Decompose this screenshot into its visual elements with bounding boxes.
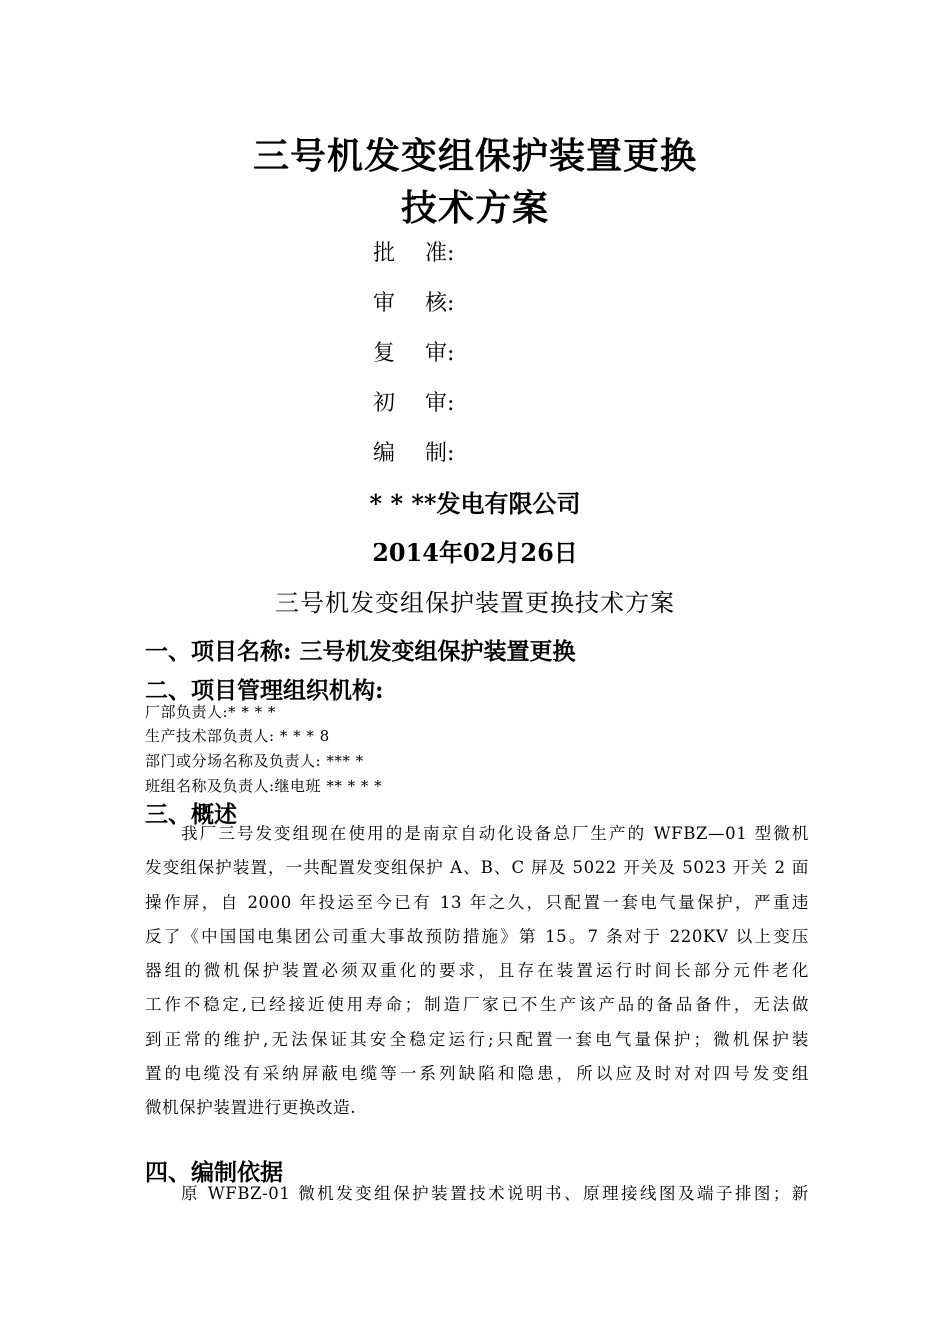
- signature-recheck-char2: 审:: [425, 341, 455, 366]
- section-3-heading: 三、概述: [145, 801, 237, 828]
- overview-line: 到正常的维护,无法保证其安全稳定运行;只配置一套电气量保护；微机保护装: [145, 1029, 809, 1049]
- company-name: * * **发电有限公司: [369, 489, 581, 518]
- signature-first-review-char1: 初: [373, 391, 396, 416]
- org-team-head: 班组名称及负责人:继电班 ** * * *: [145, 777, 383, 795]
- doc-title: 三号机发变组保护装置更换技术方案: [275, 589, 675, 617]
- signature-review-char1: 审: [373, 291, 396, 316]
- signature-author: [373, 436, 454, 467]
- document-title-line1: 三号机发变组保护装置更换: [252, 135, 697, 177]
- signature-review-char2: 核:: [425, 291, 455, 316]
- overview-line: 微机保护装置进行更换改造.: [145, 1098, 357, 1118]
- basis-line: 原 WFBZ-01 微机发变组保护装置技术说明书、原理接线图及端子排图；新: [181, 1184, 809, 1203]
- overview-line: 置的电缆没有采纳屏蔽电缆等一系列缺陷和隐患，所以应及时对对四号发变组: [145, 1064, 809, 1084]
- overview-line: 反了《中国国电集团公司重大事故预防措施》第 15。7 条对于 220KV 以上变压: [145, 926, 809, 946]
- document-date: 2014年02月26日: [372, 538, 578, 567]
- section-2-heading: 二、项目管理组织机构:: [145, 677, 384, 704]
- overview-line: 操作屏，自 2000 年投运至今已有 13 年之久，只配置一套电气量保护，严重违: [145, 892, 809, 912]
- signature-first-review-char2: 审:: [425, 391, 455, 416]
- signature-approve: [373, 236, 454, 267]
- signature-recheck: [373, 336, 454, 367]
- org-factory-head: 厂部负责人:* * * *: [145, 703, 276, 721]
- org-department-head: 部门或分场名称及负责人: *** *: [145, 752, 364, 770]
- overview-line: 器组的微机保护装置必须双重化的要求，且存在装置运行时间长部分元件老化: [145, 961, 809, 981]
- signature-approve-char1: 批: [373, 241, 396, 266]
- signature-first-review: [373, 386, 454, 417]
- signature-approve-char2: 准:: [425, 241, 455, 266]
- overview-paragraph: [145, 817, 809, 1126]
- basis-paragraph: [145, 1177, 809, 1211]
- signature-recheck-char1: 复: [373, 341, 396, 366]
- overview-line: 我厂三号发变组现在使用的是南京自动化设备总厂生产的 WFBZ—01 型微机: [181, 824, 809, 843]
- org-tech-dept-head: 生产技术部负责人: * * * 8: [145, 727, 330, 745]
- signature-author-char1: 编: [373, 441, 396, 466]
- signature-review: [373, 286, 454, 317]
- overview-line: 发变组保护装置，一共配置发变组保护 A、B、C 屏及 5022 开关及 5023 开关 2 面: [145, 858, 809, 878]
- section-1-heading: 一、项目名称: 三号机发变组保护装置更换: [145, 638, 576, 665]
- overview-line: 工作不稳定,已经接近使用寿命；制造厂家已不生产该产品的备品备件，无法做: [145, 995, 809, 1015]
- signature-author-char2: 制:: [425, 441, 455, 466]
- section-4-heading: 四、编制依据: [145, 1159, 283, 1186]
- document-title-line2: 技术方案: [400, 187, 549, 229]
